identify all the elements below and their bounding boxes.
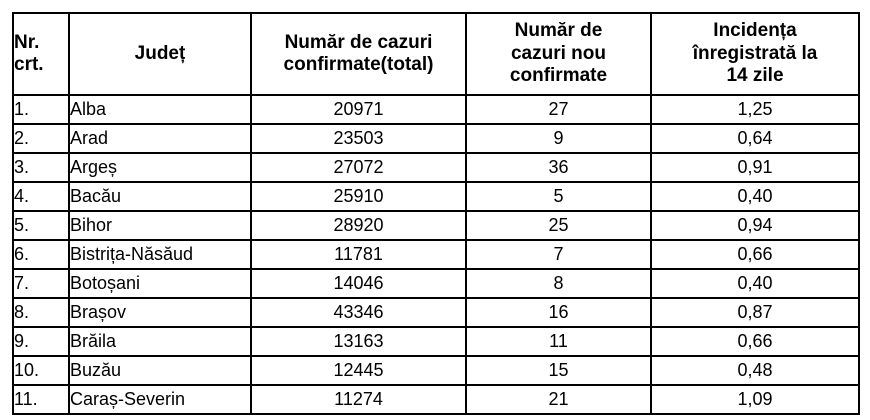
- column-header-judet: [69, 13, 251, 95]
- table-row: [13, 385, 859, 414]
- cell-new-cases: 9: [466, 124, 651, 153]
- cell-total-cases: 14046: [251, 269, 466, 298]
- cell-total-cases: 23503: [251, 124, 466, 153]
- cell-new-cases: 25: [466, 211, 651, 240]
- column-header-nr-crt: [13, 13, 69, 95]
- cell-nr-crt: 9.: [13, 327, 69, 356]
- cell-incidence: 0,40: [651, 182, 859, 211]
- column-header-new-line3: confirmate: [509, 65, 608, 87]
- column-header-nr-line1: Nr.: [14, 31, 40, 53]
- table-row: [13, 240, 859, 269]
- cell-total-cases: 25910: [251, 182, 466, 211]
- cell-new-cases: 15: [466, 356, 651, 385]
- cell-nr-crt: 3.: [13, 153, 69, 182]
- cell-total-cases: 43346: [251, 298, 466, 327]
- column-header-nr-line2: crt.: [14, 54, 44, 75]
- cell-nr-crt: 8.: [13, 298, 69, 327]
- cell-nr-crt: 10.: [13, 356, 69, 385]
- cell-incidence: 0,94: [651, 211, 859, 240]
- cell-total-cases: 11781: [251, 240, 466, 269]
- cell-nr-crt: 6.: [13, 240, 69, 269]
- cell-new-cases: 8: [466, 269, 651, 298]
- cell-new-cases: 16: [466, 298, 651, 327]
- cell-judet: Argeș: [69, 153, 251, 182]
- cell-judet: Bihor: [69, 211, 251, 240]
- cell-new-cases: 36: [466, 153, 651, 182]
- cell-total-cases: 13163: [251, 327, 466, 356]
- cell-incidence: 1,25: [651, 95, 859, 124]
- cell-nr-crt: 4.: [13, 182, 69, 211]
- cell-total-cases: 28920: [251, 211, 466, 240]
- cell-new-cases: 27: [466, 95, 651, 124]
- cell-incidence: 0,64: [651, 124, 859, 153]
- table-row: [13, 124, 859, 153]
- column-header-new-cases: [466, 13, 651, 95]
- cell-incidence: 0,40: [651, 269, 859, 298]
- cell-total-cases: 11274: [251, 385, 466, 414]
- table-row: [13, 298, 859, 327]
- table-body: [13, 95, 859, 414]
- cell-nr-crt: 2.: [13, 124, 69, 153]
- column-header-incidence: [651, 13, 859, 95]
- table-row: [13, 327, 859, 356]
- cell-judet: Botoșani: [69, 269, 251, 298]
- cell-judet: Caraș-Severin: [69, 385, 251, 414]
- cell-nr-crt: 11.: [13, 385, 69, 414]
- cell-nr-crt: 1.: [13, 95, 69, 124]
- table-row: [13, 356, 859, 385]
- cell-judet: Brăila: [69, 327, 251, 356]
- cell-incidence: 0,48: [651, 356, 859, 385]
- table-row: [13, 269, 859, 298]
- cell-nr-crt: 5.: [13, 211, 69, 240]
- cell-nr-crt: 7.: [13, 269, 69, 298]
- cell-judet: Brașov: [69, 298, 251, 327]
- column-header-new-line2: cazuri nou: [510, 42, 606, 64]
- header-row: [13, 13, 859, 95]
- cell-incidence: 0,66: [651, 240, 859, 269]
- column-header-incidence-line2: înregistrată la: [692, 42, 818, 64]
- column-header-incidence-line3: 14 zile: [726, 65, 784, 87]
- cell-total-cases: 27072: [251, 153, 466, 182]
- column-header-total-line1: Număr de cazuri: [284, 31, 433, 53]
- cell-judet: Bacău: [69, 182, 251, 211]
- table-row: [13, 211, 859, 240]
- column-header-judet-label: Județ: [134, 42, 186, 64]
- column-header-total-line2: confirmate(total): [283, 54, 434, 75]
- cell-judet: Buzău: [69, 356, 251, 385]
- column-header-incidence-line1: Incidența: [713, 20, 797, 42]
- cell-new-cases: 21: [466, 385, 651, 414]
- cell-incidence: 0,66: [651, 327, 859, 356]
- cell-new-cases: 5: [466, 182, 651, 211]
- cell-total-cases: 12445: [251, 356, 466, 385]
- table-row: [13, 153, 859, 182]
- table-row: [13, 95, 859, 124]
- cell-total-cases: 20971: [251, 95, 466, 124]
- cases-by-county-table: [12, 12, 860, 415]
- cell-new-cases: 11: [466, 327, 651, 356]
- cell-judet: Bistrița-Năsăud: [69, 240, 251, 269]
- cell-new-cases: 7: [466, 240, 651, 269]
- column-header-total-cases: [251, 13, 466, 95]
- cell-judet: Arad: [69, 124, 251, 153]
- cell-judet: Alba: [69, 95, 251, 124]
- cell-incidence: 0,91: [651, 153, 859, 182]
- column-header-new-line1: Număr de: [514, 20, 603, 42]
- cell-incidence: 1,09: [651, 385, 859, 414]
- table-row: [13, 182, 859, 211]
- table-header: [13, 13, 859, 95]
- cell-incidence: 0,87: [651, 298, 859, 327]
